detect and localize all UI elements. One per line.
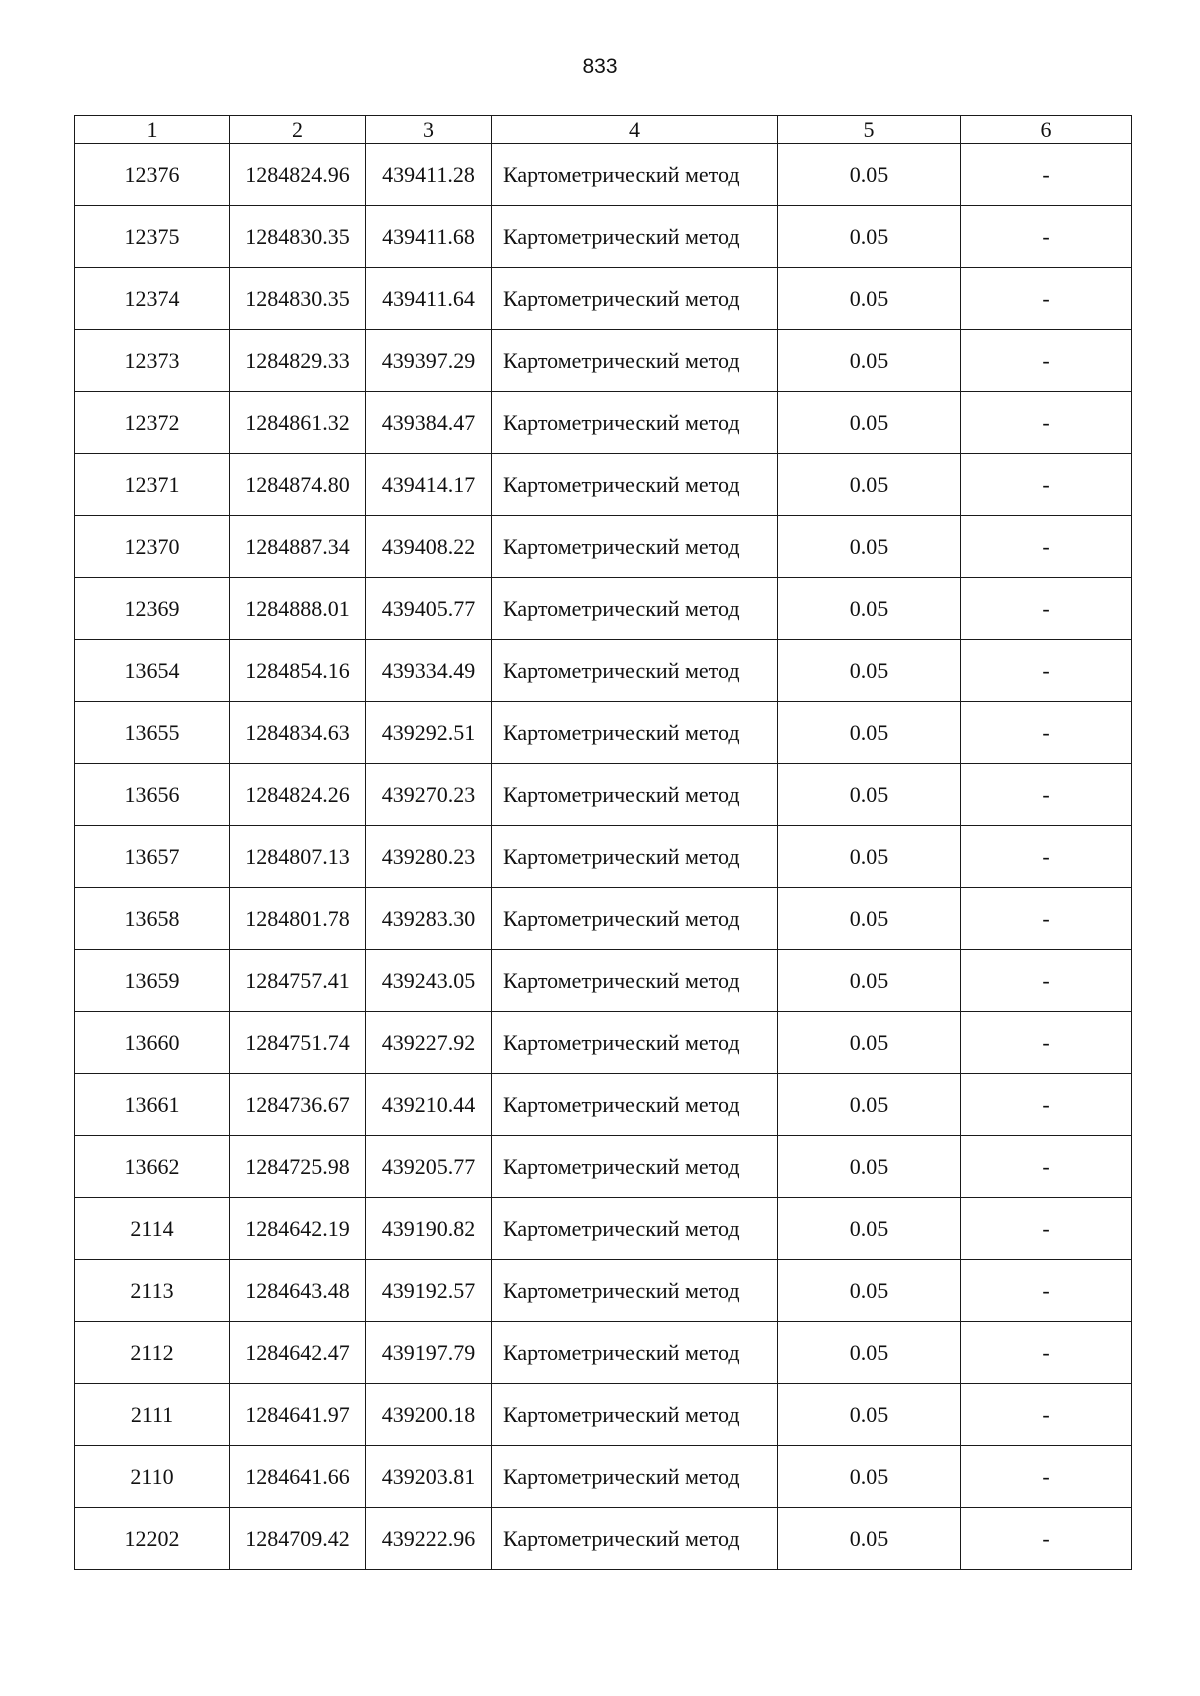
note-cell: -	[961, 206, 1132, 268]
note-cell: -	[961, 392, 1132, 454]
accuracy-cell: 0.05	[778, 702, 961, 764]
point-number-cell: 2112	[75, 1322, 230, 1384]
table-row	[75, 702, 1132, 764]
note-cell: -	[961, 640, 1132, 702]
method-cell: Картометрический метод	[492, 1322, 778, 1384]
x-coordinate-cell: 1284887.34	[230, 516, 366, 578]
method-cell: Картометрический метод	[492, 516, 778, 578]
method-cell: Картометрический метод	[492, 144, 778, 206]
note-cell: -	[961, 578, 1132, 640]
table-row	[75, 1322, 1132, 1384]
table-row	[75, 1446, 1132, 1508]
y-coordinate-cell: 439408.22	[366, 516, 492, 578]
x-coordinate-cell: 1284830.35	[230, 268, 366, 330]
table-row	[75, 950, 1132, 1012]
y-coordinate-cell: 439292.51	[366, 702, 492, 764]
point-number-cell: 12374	[75, 268, 230, 330]
y-coordinate-cell: 439397.29	[366, 330, 492, 392]
accuracy-cell: 0.05	[778, 950, 961, 1012]
y-coordinate-cell: 439411.64	[366, 268, 492, 330]
method-cell: Картометрический метод	[492, 392, 778, 454]
method-cell: Картометрический метод	[492, 1384, 778, 1446]
note-cell: -	[961, 764, 1132, 826]
method-cell: Картометрический метод	[492, 330, 778, 392]
method-cell: Картометрический метод	[492, 1012, 778, 1074]
y-coordinate-cell: 439227.92	[366, 1012, 492, 1074]
point-number-cell: 2114	[75, 1198, 230, 1260]
note-cell: -	[961, 1508, 1132, 1570]
point-number-cell: 13659	[75, 950, 230, 1012]
x-coordinate-cell: 1284854.16	[230, 640, 366, 702]
note-cell: -	[961, 1198, 1132, 1260]
accuracy-cell: 0.05	[778, 144, 961, 206]
accuracy-cell: 0.05	[778, 764, 961, 826]
note-cell: -	[961, 330, 1132, 392]
note-cell: -	[961, 702, 1132, 764]
x-coordinate-cell: 1284709.42	[230, 1508, 366, 1570]
accuracy-cell: 0.05	[778, 516, 961, 578]
x-coordinate-cell: 1284834.63	[230, 702, 366, 764]
header-col-1: 1	[75, 116, 230, 144]
table-row	[75, 454, 1132, 516]
table-row	[75, 826, 1132, 888]
method-cell: Картометрический метод	[492, 888, 778, 950]
point-number-cell: 12371	[75, 454, 230, 516]
point-number-cell: 12375	[75, 206, 230, 268]
y-coordinate-cell: 439197.79	[366, 1322, 492, 1384]
method-cell: Картометрический метод	[492, 454, 778, 516]
method-cell: Картометрический метод	[492, 1074, 778, 1136]
note-cell: -	[961, 1446, 1132, 1508]
table-row	[75, 1012, 1132, 1074]
y-coordinate-cell: 439205.77	[366, 1136, 492, 1198]
x-coordinate-cell: 1284874.80	[230, 454, 366, 516]
note-cell: -	[961, 888, 1132, 950]
accuracy-cell: 0.05	[778, 206, 961, 268]
x-coordinate-cell: 1284736.67	[230, 1074, 366, 1136]
point-number-cell: 13655	[75, 702, 230, 764]
table-row	[75, 1260, 1132, 1322]
accuracy-cell: 0.05	[778, 1260, 961, 1322]
note-cell: -	[961, 268, 1132, 330]
point-number-cell: 13656	[75, 764, 230, 826]
x-coordinate-cell: 1284641.97	[230, 1384, 366, 1446]
point-number-cell: 12376	[75, 144, 230, 206]
y-coordinate-cell: 439203.81	[366, 1446, 492, 1508]
accuracy-cell: 0.05	[778, 268, 961, 330]
method-cell: Картометрический метод	[492, 1446, 778, 1508]
accuracy-cell: 0.05	[778, 578, 961, 640]
x-coordinate-cell: 1284830.35	[230, 206, 366, 268]
y-coordinate-cell: 439200.18	[366, 1384, 492, 1446]
table-row	[75, 330, 1132, 392]
x-coordinate-cell: 1284807.13	[230, 826, 366, 888]
method-cell: Картометрический метод	[492, 1260, 778, 1322]
table-row	[75, 1384, 1132, 1446]
header-col-5: 5	[778, 116, 961, 144]
method-cell: Картометрический метод	[492, 268, 778, 330]
y-coordinate-cell: 439414.17	[366, 454, 492, 516]
accuracy-cell: 0.05	[778, 1508, 961, 1570]
note-cell: -	[961, 826, 1132, 888]
table-row	[75, 1508, 1132, 1570]
method-cell: Картометрический метод	[492, 826, 778, 888]
accuracy-cell: 0.05	[778, 640, 961, 702]
x-coordinate-cell: 1284888.01	[230, 578, 366, 640]
x-coordinate-cell: 1284801.78	[230, 888, 366, 950]
table-row	[75, 268, 1132, 330]
accuracy-cell: 0.05	[778, 888, 961, 950]
table-row	[75, 392, 1132, 454]
y-coordinate-cell: 439405.77	[366, 578, 492, 640]
accuracy-cell: 0.05	[778, 1136, 961, 1198]
note-cell: -	[961, 1012, 1132, 1074]
note-cell: -	[961, 144, 1132, 206]
x-coordinate-cell: 1284642.19	[230, 1198, 366, 1260]
x-coordinate-cell: 1284643.48	[230, 1260, 366, 1322]
point-number-cell: 13654	[75, 640, 230, 702]
point-number-cell: 12202	[75, 1508, 230, 1570]
method-cell: Картометрический метод	[492, 1198, 778, 1260]
x-coordinate-cell: 1284642.47	[230, 1322, 366, 1384]
method-cell: Картометрический метод	[492, 702, 778, 764]
header-row	[75, 116, 1132, 144]
y-coordinate-cell: 439283.30	[366, 888, 492, 950]
point-number-cell: 2110	[75, 1446, 230, 1508]
accuracy-cell: 0.05	[778, 454, 961, 516]
header-col-4: 4	[492, 116, 778, 144]
point-number-cell: 13660	[75, 1012, 230, 1074]
point-number-cell: 13657	[75, 826, 230, 888]
note-cell: -	[961, 1136, 1132, 1198]
point-number-cell: 12372	[75, 392, 230, 454]
y-coordinate-cell: 439210.44	[366, 1074, 492, 1136]
x-coordinate-cell: 1284824.26	[230, 764, 366, 826]
point-number-cell: 12373	[75, 330, 230, 392]
point-number-cell: 13658	[75, 888, 230, 950]
point-number-cell: 13662	[75, 1136, 230, 1198]
note-cell: -	[961, 950, 1132, 1012]
accuracy-cell: 0.05	[778, 826, 961, 888]
point-number-cell: 12370	[75, 516, 230, 578]
y-coordinate-cell: 439334.49	[366, 640, 492, 702]
table-body	[75, 144, 1132, 1570]
x-coordinate-cell: 1284641.66	[230, 1446, 366, 1508]
table-row	[75, 764, 1132, 826]
method-cell: Картометрический метод	[492, 764, 778, 826]
accuracy-cell: 0.05	[778, 1198, 961, 1260]
accuracy-cell: 0.05	[778, 1384, 961, 1446]
y-coordinate-cell: 439384.47	[366, 392, 492, 454]
table-row	[75, 1136, 1132, 1198]
table-row	[75, 578, 1132, 640]
y-coordinate-cell: 439192.57	[366, 1260, 492, 1322]
x-coordinate-cell: 1284829.33	[230, 330, 366, 392]
y-coordinate-cell: 439270.23	[366, 764, 492, 826]
page-number: 833	[582, 55, 618, 78]
note-cell: -	[961, 454, 1132, 516]
method-cell: Картометрический метод	[492, 1136, 778, 1198]
y-coordinate-cell: 439280.23	[366, 826, 492, 888]
y-coordinate-cell: 439243.05	[366, 950, 492, 1012]
method-cell: Картометрический метод	[492, 578, 778, 640]
accuracy-cell: 0.05	[778, 1446, 961, 1508]
table-row	[75, 888, 1132, 950]
method-cell: Картометрический метод	[492, 640, 778, 702]
point-number-cell: 2111	[75, 1384, 230, 1446]
note-cell: -	[961, 1322, 1132, 1384]
coordinates-table	[74, 115, 1132, 1570]
y-coordinate-cell: 439190.82	[366, 1198, 492, 1260]
header-col-6: 6	[961, 116, 1132, 144]
header-col-2: 2	[230, 116, 366, 144]
x-coordinate-cell: 1284757.41	[230, 950, 366, 1012]
table-row	[75, 1074, 1132, 1136]
accuracy-cell: 0.05	[778, 392, 961, 454]
method-cell: Картометрический метод	[492, 950, 778, 1012]
table-header	[75, 116, 1132, 144]
point-number-cell: 12369	[75, 578, 230, 640]
y-coordinate-cell: 439411.68	[366, 206, 492, 268]
y-coordinate-cell: 439411.28	[366, 144, 492, 206]
x-coordinate-cell: 1284751.74	[230, 1012, 366, 1074]
header-col-3: 3	[366, 116, 492, 144]
table-row	[75, 1198, 1132, 1260]
accuracy-cell: 0.05	[778, 1074, 961, 1136]
x-coordinate-cell: 1284824.96	[230, 144, 366, 206]
x-coordinate-cell: 1284861.32	[230, 392, 366, 454]
accuracy-cell: 0.05	[778, 330, 961, 392]
note-cell: -	[961, 1384, 1132, 1446]
y-coordinate-cell: 439222.96	[366, 1508, 492, 1570]
note-cell: -	[961, 1074, 1132, 1136]
accuracy-cell: 0.05	[778, 1012, 961, 1074]
table-row	[75, 516, 1132, 578]
point-number-cell: 13661	[75, 1074, 230, 1136]
table-row	[75, 640, 1132, 702]
accuracy-cell: 0.05	[778, 1322, 961, 1384]
note-cell: -	[961, 516, 1132, 578]
note-cell: -	[961, 1260, 1132, 1322]
method-cell: Картометрический метод	[492, 206, 778, 268]
method-cell: Картометрический метод	[492, 1508, 778, 1570]
table-row	[75, 144, 1132, 206]
point-number-cell: 2113	[75, 1260, 230, 1322]
table-row	[75, 206, 1132, 268]
x-coordinate-cell: 1284725.98	[230, 1136, 366, 1198]
